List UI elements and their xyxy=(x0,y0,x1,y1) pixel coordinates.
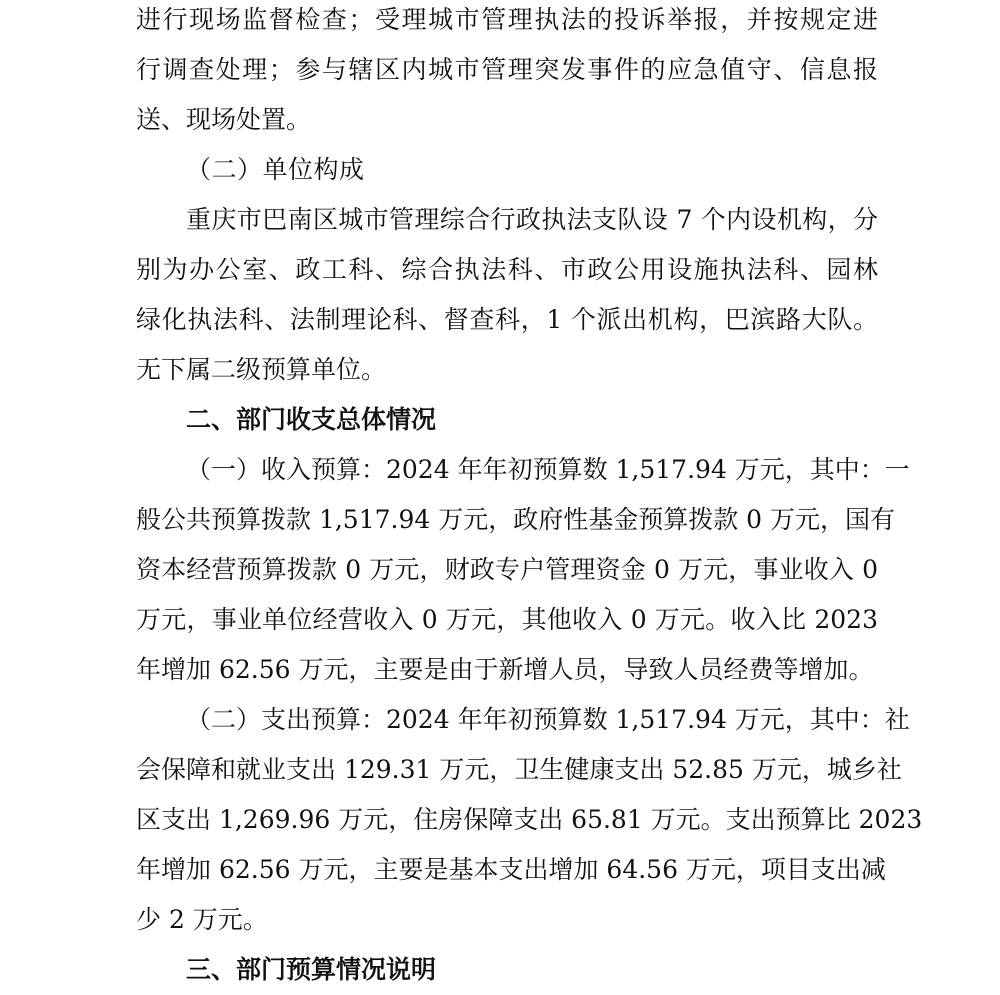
paragraph-line: 送、现场处置。 xyxy=(136,105,312,134)
section-heading: 三、部门预算情况说明 xyxy=(186,955,437,984)
paragraph-line: 少 2 万元。 xyxy=(136,905,268,934)
section-heading: 二、部门收支总体情况 xyxy=(186,405,437,434)
paragraph-line: 行调查处理；参与辖区内城市管理突发事件的应急值守、信息报 xyxy=(136,55,878,84)
paragraph-line: 绿化执法科、法制理论科、督查科，1 个派出机构，巴滨路大队。 xyxy=(136,305,878,334)
paragraph-line: 重庆市巴南区城市管理综合行政执法支队设 7 个内设机构，分 xyxy=(186,205,878,234)
paragraph-line: （一）收入预算：2024 年年初预算数 1,517.94 万元，其中：一 xyxy=(186,455,910,484)
paragraph-line: （二）支出预算：2024 年年初预算数 1,517.94 万元，其中：社 xyxy=(186,705,910,734)
subsection-heading: （二）单位构成 xyxy=(186,155,365,184)
paragraph-line: 会保障和就业支出 129.31 万元，卫生健康支出 52.85 万元，城乡社 xyxy=(136,755,902,784)
paragraph-line: 别为办公室、政工科、综合执法科、市政公用设施执法科、园林 xyxy=(136,255,878,284)
paragraph-line: 万元，事业单位经营收入 0 万元，其他收入 0 万元。收入比 2023 xyxy=(136,605,878,634)
paragraph-line: 年增加 62.56 万元，主要是基本支出增加 64.56 万元，项目支出减 xyxy=(136,855,886,884)
paragraph-line: 无下属二级预算单位。 xyxy=(136,355,387,384)
paragraph-line: 进行现场监督检查；受理城市管理执法的投诉举报，并按规定进 xyxy=(136,5,878,34)
paragraph-line: 区支出 1,269.96 万元，住房保障支出 65.81 万元。支出预算比 2023 xyxy=(136,805,923,834)
paragraph-line: 年增加 62.56 万元，主要是由于新增人员，导致人员经费等增加。 xyxy=(136,655,874,684)
paragraph-line: 资本经营预算拨款 0 万元，财政专户管理资金 0 万元，事业收入 0 xyxy=(136,555,878,584)
paragraph-line: 般公共预算拨款 1,517.94 万元，政府性基金预算拨款 0 万元，国有 xyxy=(136,505,896,534)
